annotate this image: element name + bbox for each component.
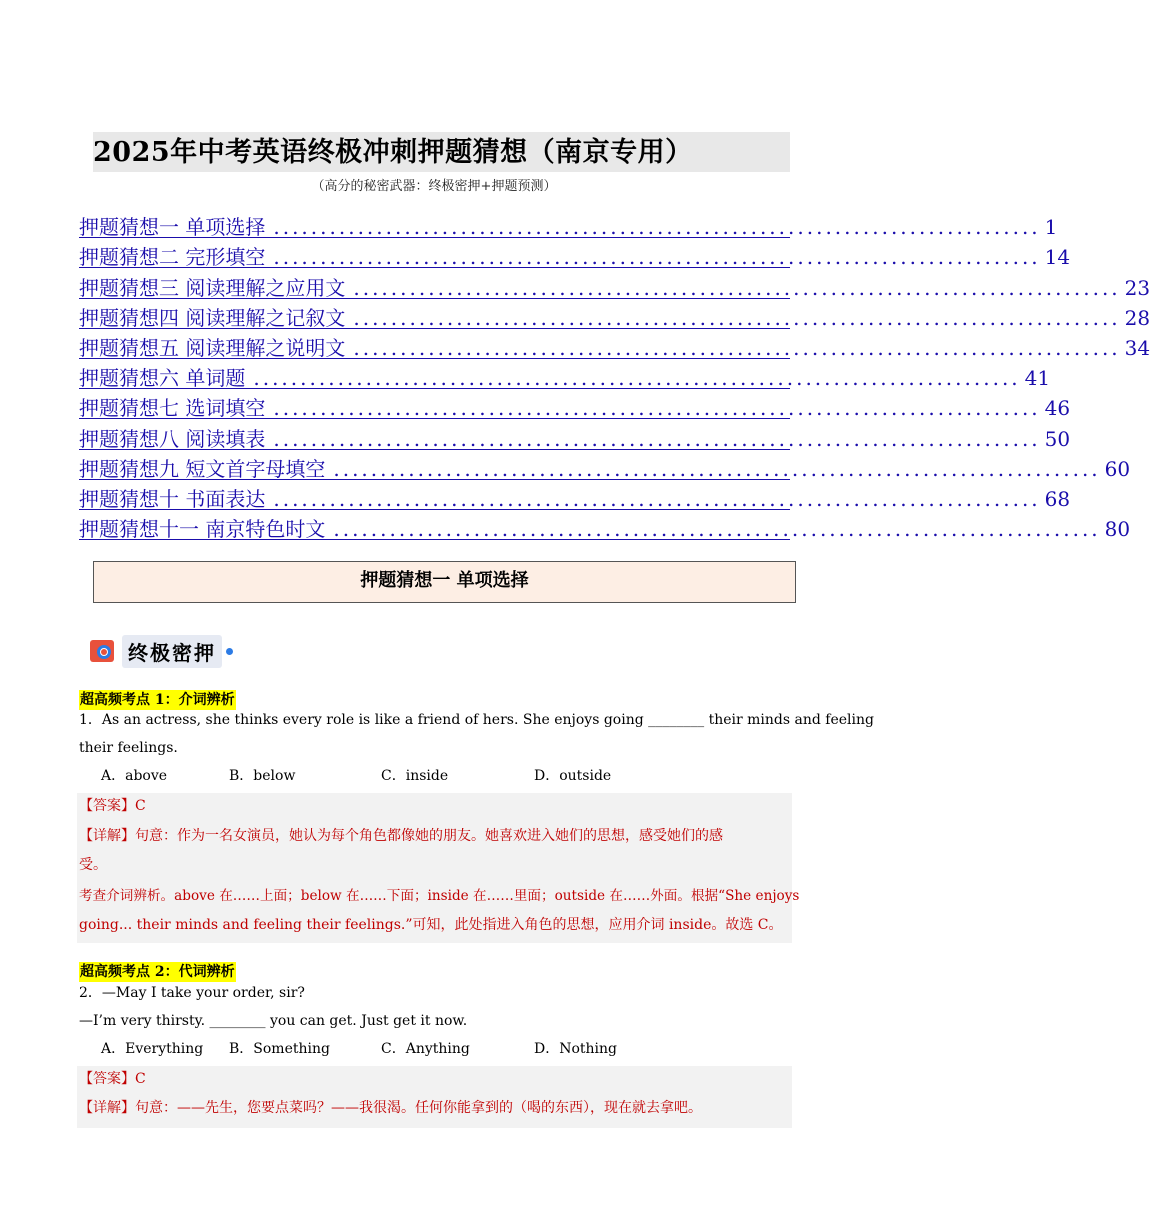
explanation-text: going... their minds and feeling their feelings.”可知，此处指进入角色的思想，应用介词 inside。故选 C。	[79, 917, 783, 933]
toc-label: 押题猜想十一 南京特色时文	[79, 517, 326, 542]
option-a: A．above	[101, 768, 168, 784]
toc-link-4[interactable]	[79, 301, 1150, 331]
toc-label: 押题猜想四 阅读理解之记叙文	[79, 305, 346, 330]
toc-label: 押题猜想一 单项选择	[79, 215, 266, 240]
toc-page-number: 1	[1044, 215, 1058, 240]
explanation-text: 考查介词辨析。above 在……上面；below 在……下面；inside 在……里面；outside 在……外面。根据“She enjoys	[79, 888, 800, 904]
answer-label: 【答案】C	[79, 798, 146, 814]
toc-leader: ..................................................................................	[273, 396, 1041, 421]
key-point-label: 超高频考点 2：代词辨析	[80, 964, 235, 980]
toc-label: 押题猜想八 阅读填表	[79, 426, 266, 451]
toc-page-number: 50	[1044, 426, 1071, 451]
toc-link-5[interactable]	[79, 331, 1150, 361]
toc-page-number: 46	[1044, 396, 1071, 421]
option-d: D．outside	[534, 768, 612, 784]
toc-label: 押题猜想三 阅读理解之应用文	[79, 275, 346, 300]
toc-link-9[interactable]	[79, 452, 1131, 482]
option-a: A．Everything	[101, 1041, 204, 1057]
question-text: —I’m very thirsty. ________ you can get. Just get it now.	[79, 1013, 468, 1029]
answer-box	[77, 1066, 792, 1128]
toc-link-7[interactable]	[79, 391, 1071, 421]
toc-page-number: 41	[1024, 366, 1051, 391]
toc-leader: ..................................................................................	[273, 245, 1041, 270]
explanation-text: 受。	[79, 857, 107, 873]
explanation-text: 【详解】句意：——先生，您要点菜吗？——我很渴。任何你能拿到的（喝的东西），现在就去拿吧。	[79, 1100, 702, 1116]
toc-page-number: 14	[1044, 245, 1071, 270]
toc-leader: ..................................................................................	[333, 456, 1101, 481]
toc-page-number: 23	[1124, 275, 1150, 300]
question-text: their feelings.	[79, 740, 178, 756]
answer-label: 【答案】C	[79, 1071, 146, 1087]
toc-link-6[interactable]	[79, 361, 1051, 391]
toc-label: 押题猜想七 选词填空	[79, 396, 266, 421]
explanation-text: 【详解】句意：作为一名女演员，她认为每个角色都像她的朋友。她喜欢进入她们的思想，感受她们的感	[79, 828, 723, 844]
toc-label: 押题猜想二 完形填空	[79, 245, 266, 270]
toc-link-3[interactable]	[79, 270, 1150, 300]
option-b: B．below	[229, 768, 296, 784]
table-of-contents	[79, 210, 1150, 542]
question-text: 1．As an actress, she thinks every role is like a friend of hers. She enjoys going ________ their minds and feeling	[79, 712, 874, 728]
toc-page-number: 68	[1044, 486, 1071, 511]
toc-page-number: 60	[1104, 456, 1131, 481]
toc-leader: ..................................................................................	[273, 426, 1041, 451]
toc-leader: ..................................................................................	[353, 305, 1121, 330]
toc-page-number: 80	[1104, 517, 1131, 542]
toc-label: 押题猜想十 书面表达	[79, 486, 266, 511]
section-title: 押题猜想一 单项选择	[360, 570, 529, 591]
ultimate-prediction-badge	[88, 635, 233, 667]
toc-link-2[interactable]	[79, 240, 1071, 270]
toc-leader: ..................................................................................	[273, 486, 1041, 511]
toc-link-1[interactable]	[79, 210, 1058, 240]
toc-link-11[interactable]	[79, 512, 1131, 542]
key-point-label: 超高频考点 1：介词辨析	[80, 692, 235, 708]
toc-link-10[interactable]	[79, 482, 1071, 512]
option-b: B．Something	[229, 1041, 330, 1057]
toc-label: 押题猜想九 短文首字母填空	[79, 456, 326, 481]
toc-leader: ..................................................................................	[353, 335, 1121, 360]
decorative-dot-icon	[226, 648, 233, 655]
toc-page-number: 28	[1124, 305, 1150, 330]
section-header	[93, 561, 796, 603]
toc-link-8[interactable]	[79, 421, 1071, 451]
toc-leader: ..................................................................................	[353, 275, 1121, 300]
toc-page-number: 34	[1124, 335, 1150, 360]
target-board-icon	[88, 636, 118, 666]
document-title: 2025年中考英语终极冲刺押题猜想（南京专用）	[93, 137, 693, 168]
option-c: C．Anything	[381, 1041, 470, 1057]
toc-leader: ..................................................................................	[273, 215, 1041, 240]
option-d: D．Nothing	[534, 1041, 618, 1057]
toc-leader: ..................................................................................	[253, 366, 1021, 391]
toc-label: 押题猜想六 单词题	[79, 366, 246, 391]
document-subtitle: （高分的秘密武器：终极密押+押题预测）	[311, 179, 557, 194]
badge-label: 终极密押	[122, 635, 222, 668]
option-c: C．inside	[381, 768, 449, 784]
toc-leader: ..................................................................................	[333, 517, 1101, 542]
toc-label: 押题猜想五 阅读理解之说明文	[79, 335, 346, 360]
question-text: 2．—May I take your order, sir?	[79, 985, 305, 1001]
